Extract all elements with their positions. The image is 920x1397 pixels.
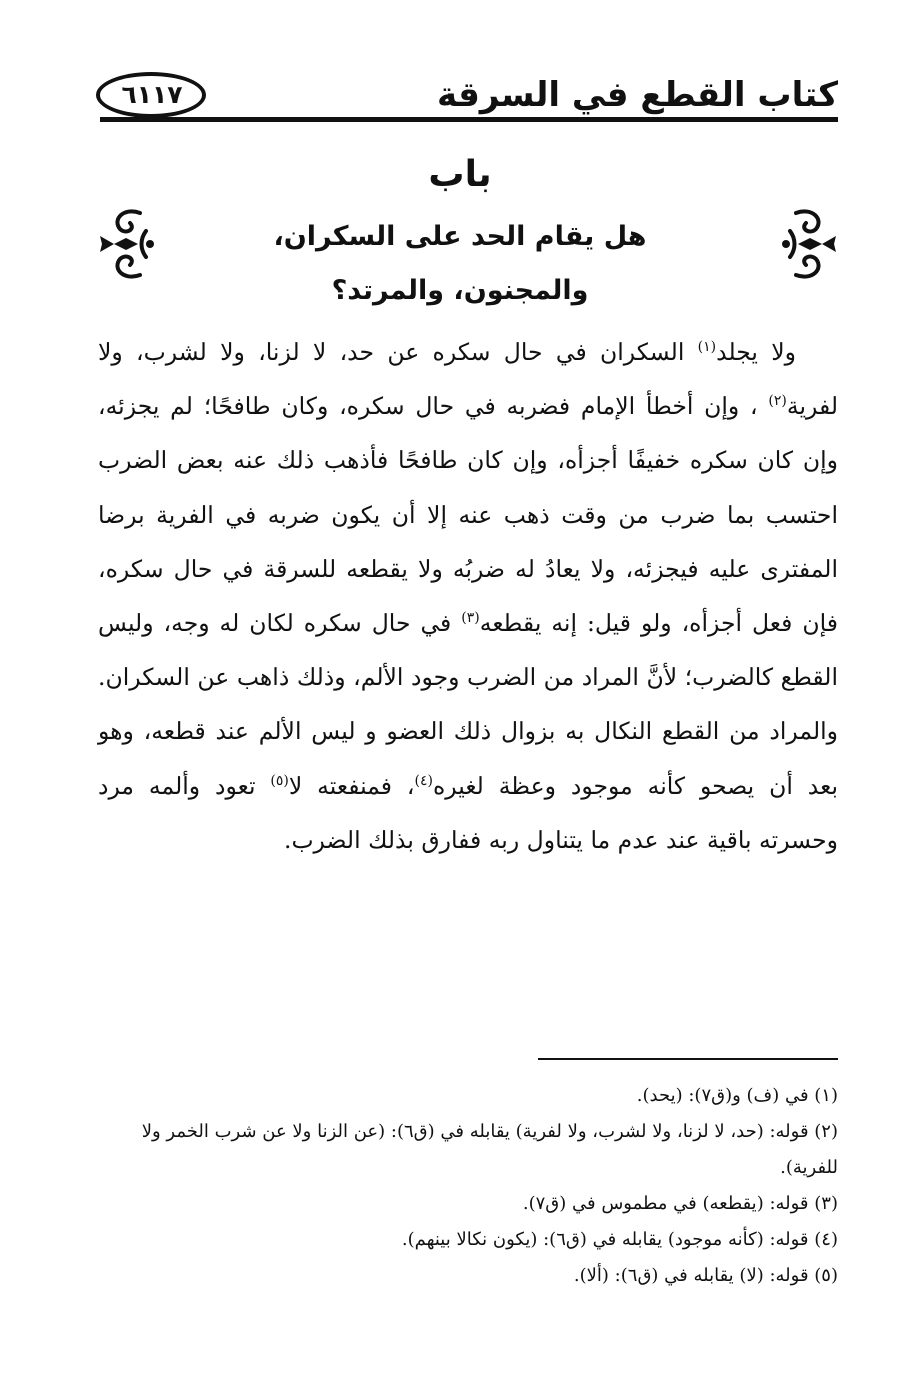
footnote-1: (١) في (ف) و(ق٧): (يحد). [636, 1085, 838, 1106]
body-text-segment: في حال سكره لكان له وجه، وليس القطع كالضرب؛ لأنَّ المراد من الضرب وجود الألم، وذلك ذاهب عن السكران. والمراد من القطع النكال به بزوال ذلك العضو و ليس الألم عند قطعه، وهو بعد أن يصحو كأنه موجود وعظة لغيره [98, 609, 838, 800]
footnotes [98, 1078, 838, 1294]
floral-ornament-icon [776, 205, 840, 283]
floral-ornament-icon [96, 205, 160, 283]
footnote-marker[interactable]: (١) [697, 339, 717, 356]
footnote-marker[interactable]: (٥) [270, 772, 289, 789]
footnote-marker[interactable]: (٣) [461, 610, 480, 627]
footnote-3: (٣) قوله: (يقطعه) في مطموس في (ق٧). [522, 1193, 838, 1214]
footnote-separator [538, 1058, 838, 1060]
body-text-segment: ولا يجلد [716, 338, 796, 366]
body-text-segment: تعود وألمه مرد وحسرته باقية عند عدم ما يتناول ربه ففارق بذلك الضرب. [98, 771, 838, 854]
running-header-title: كتاب القطع في السرقة [436, 75, 838, 115]
body-text-segment: ، وإن أخطأ الإمام فضربه في حال سكره، وكان طافحًا؛ لم يجزئه، وإن كان سكره خفيفًا أجزأه، وإن كان طافحًا فأذهب ذلك عنه بعض الضرب احتسب بما ضرب من وقت ذهب عنه إلا أن يكون ضربه في الفرية برضا المفترى عليه فيجزئه، ولا يعادُ له ضربُه ولا يقطعه للسرقة في حال سكره، فإن فعل أجزأه، ولو قيل: إنه يقطعه [98, 392, 838, 638]
header-rule [100, 117, 838, 122]
chapter-heading-line-2: والمجنون، والمرتد؟ [331, 275, 589, 306]
page-number: ٦١١٧ [121, 80, 183, 109]
chapter-label: باب [428, 154, 492, 195]
footnote-5: (٥) قوله: (لا) يقابله في (ق٦): (ألا). [573, 1265, 838, 1286]
footnote-4: (٤) قوله: (كأنه موجود) يقابله في (ق٦): (يكون نكالا بينهم). [401, 1229, 838, 1250]
footnote-2: (٢) قوله: (حد، لا لزنا، ولا لشرب، ولا لفرية) يقابله في (ق٦): (عن الزنا ولا عن شرب الخمر ولا للفرية). [141, 1121, 838, 1178]
body-text-segment: ، فمنفعته لا [288, 771, 415, 800]
body-paragraph [98, 325, 838, 867]
footnote-marker[interactable]: (٢) [768, 393, 787, 410]
chapter-heading-line-1: هل يقام الحد على السكران، [273, 221, 647, 252]
body-text-segment: السكران في حال سكره عن حد، لا لزنا، ولا لشرب، ولا لفرية [98, 338, 838, 421]
footnote-marker[interactable]: (٤) [414, 772, 433, 789]
